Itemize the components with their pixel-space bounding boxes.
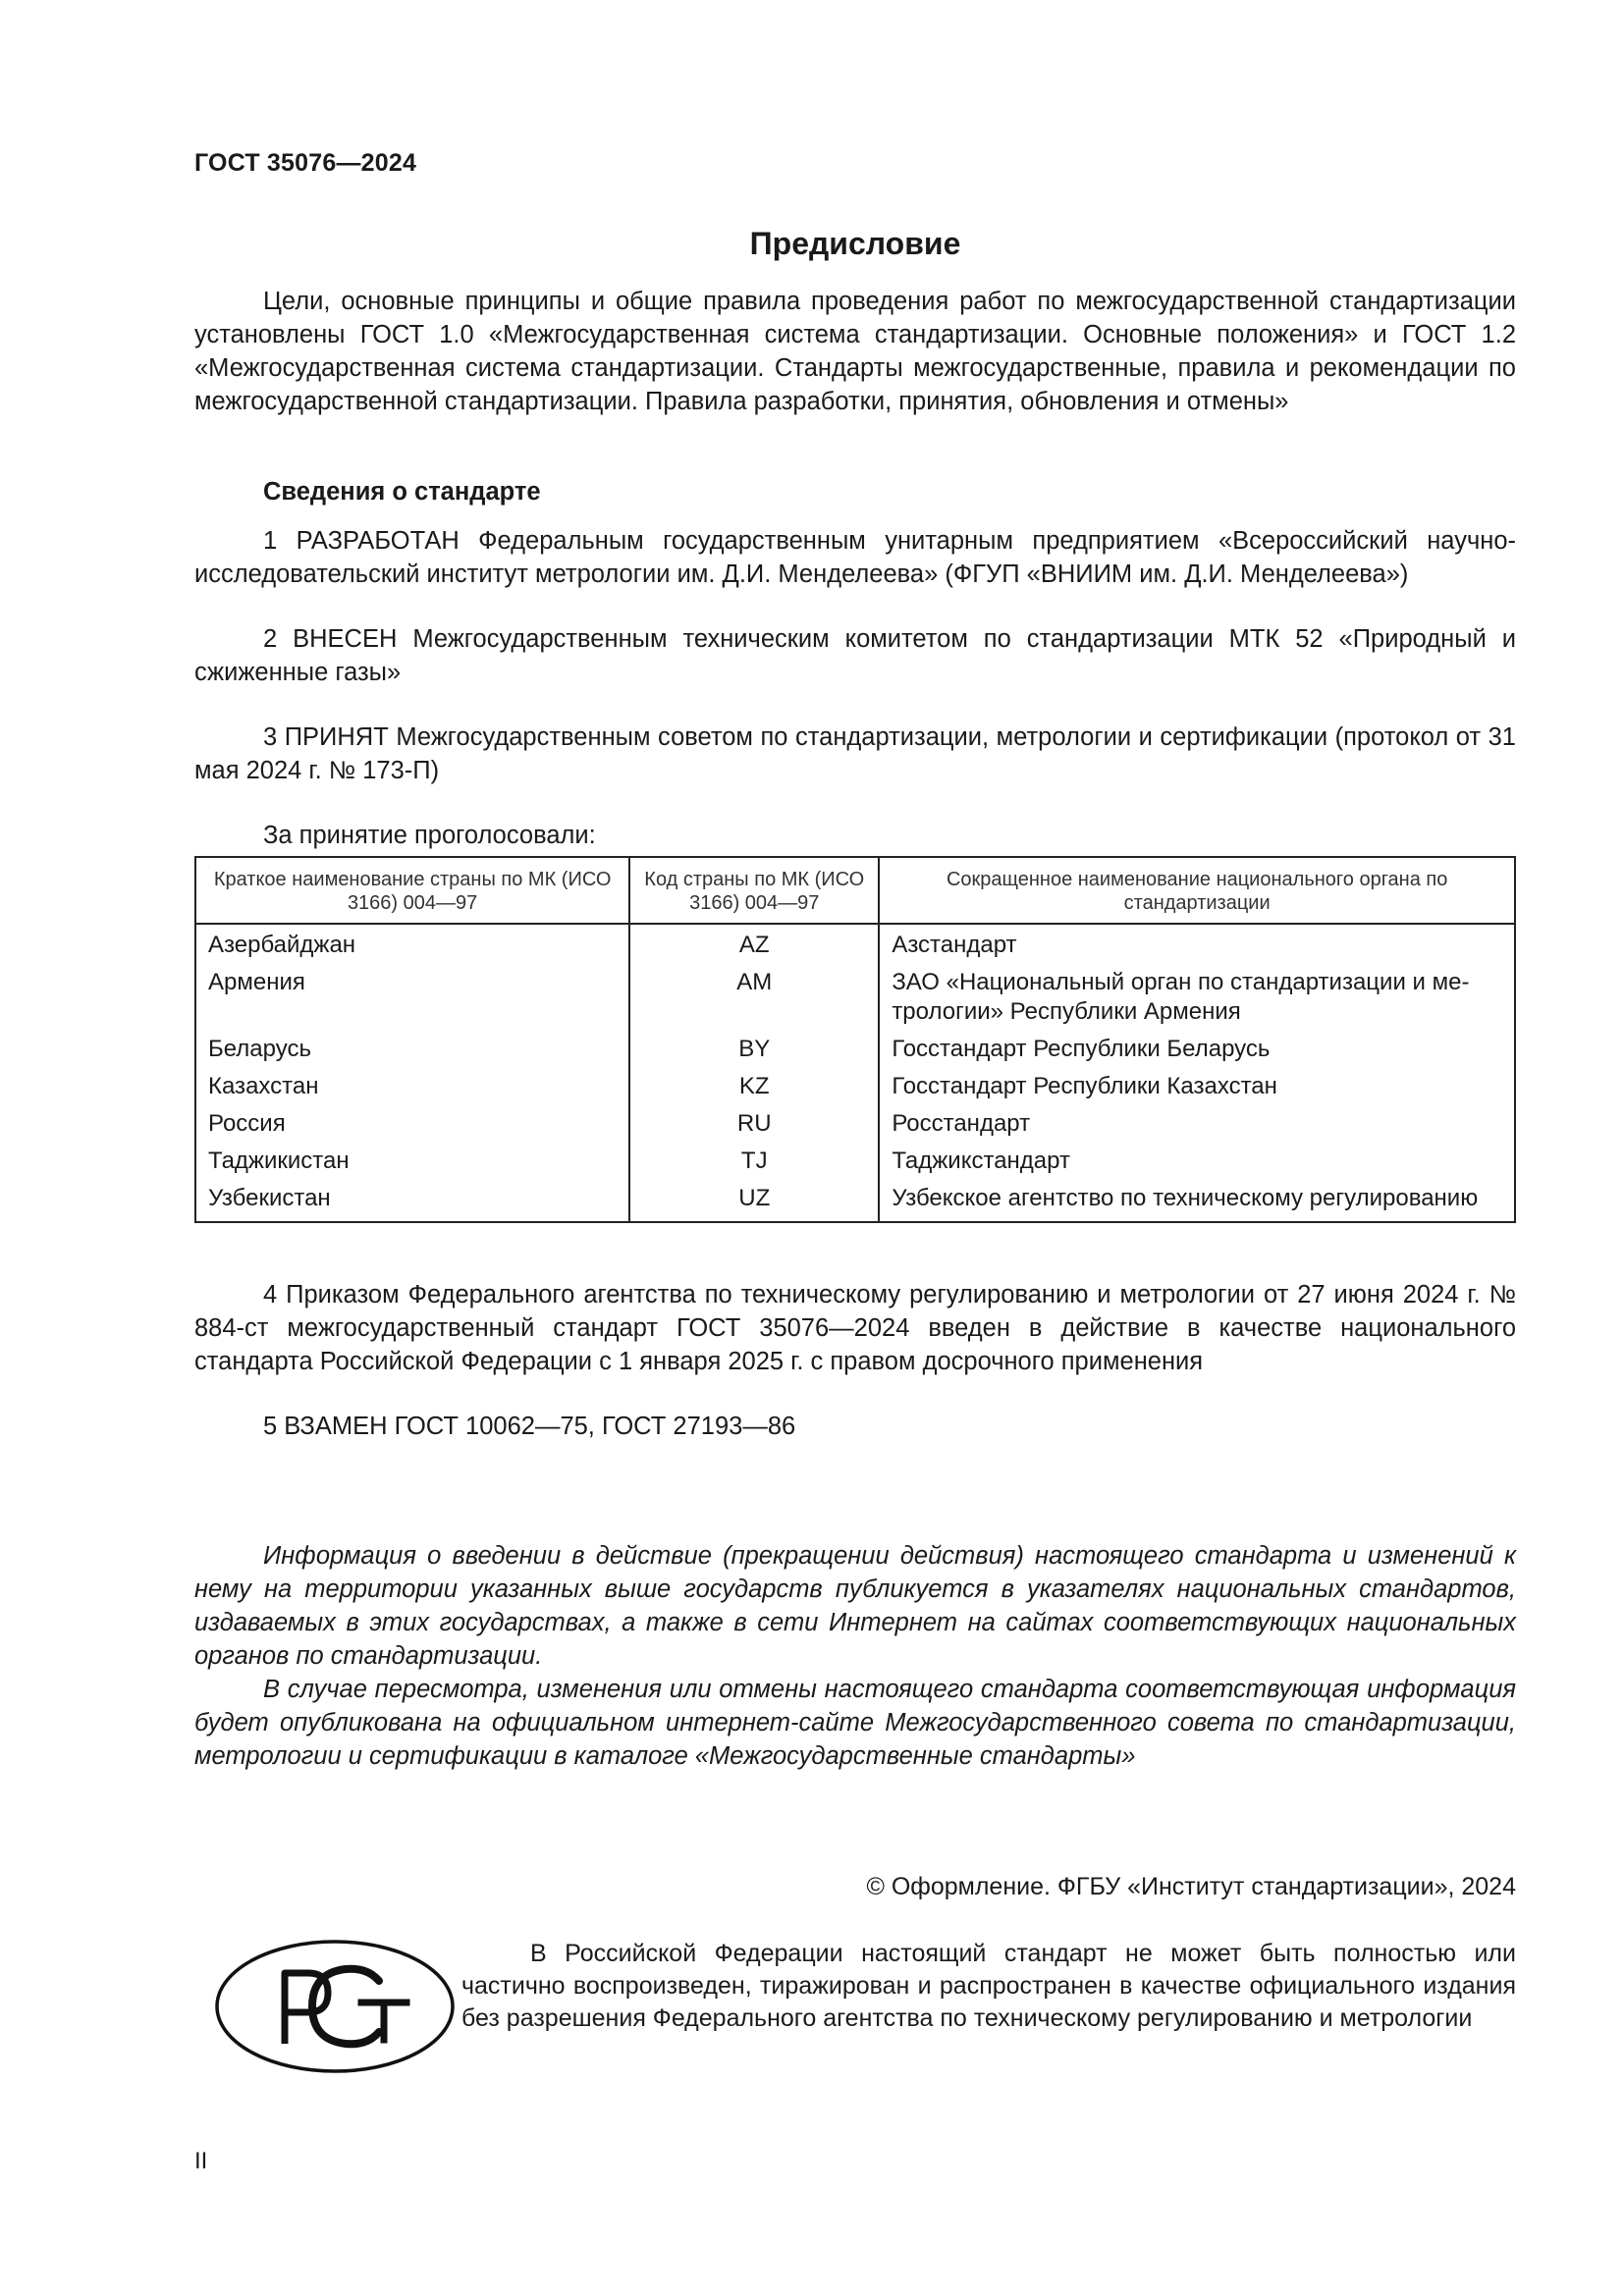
table-row bbox=[195, 1031, 1515, 1068]
item-1 bbox=[194, 524, 1516, 591]
item-3-text: 3 ПРИНЯТ Межгосударственным советом по стандартизации, метрологии и сертификации (протокол от 31 мая 2024 г. № 173-П) bbox=[194, 723, 1516, 784]
header-country: Краткое наименование страны по МК (ИСО 3166) 004—97 bbox=[195, 857, 629, 924]
item-2-text: 2 ВНЕСЕН Межгосударственным техническим комитетом по стандартизации МТК 52 «Природный и сжиженные газы» bbox=[194, 625, 1516, 686]
cell-body: Росстандарт bbox=[879, 1105, 1515, 1143]
table-row bbox=[195, 964, 1515, 1031]
vote-caption bbox=[194, 819, 1516, 852]
page-number: II bbox=[194, 2148, 208, 2174]
info-text-1: Информация о введении в действие (прекращении действия) настоящего стандарта и изменений к нему на территории указанных выше государств публикуется в указателях национальных стандартов, издаваемых в этих государствах, а также в сети Интернет на сайтах соответствующих национальных органов по стандартизации. bbox=[194, 1542, 1516, 1670]
cell-country: Таджикистан bbox=[195, 1143, 629, 1180]
voting-table bbox=[194, 856, 1516, 1223]
info-text-2: В случае пересмотра, изменения или отмены настоящего стандарта соответствующая информация будет опубликована на официальном интернет-сайте Межгосударственного совета по стандартизации, метрологии и сертификации в каталоге «Межгосударственные стандарты» bbox=[194, 1676, 1516, 1770]
info-paragraph-2 bbox=[194, 1673, 1516, 1773]
cell-country: Россия bbox=[195, 1105, 629, 1143]
cell-code: AM bbox=[629, 964, 879, 1031]
cell-code: RU bbox=[629, 1105, 879, 1143]
item-4 bbox=[194, 1278, 1516, 1378]
cell-body: Госстандарт Республики Казахстан bbox=[879, 1068, 1515, 1105]
table-header-row bbox=[195, 857, 1515, 924]
cell-country: Казахстан bbox=[195, 1068, 629, 1105]
copyright-notice-text: В Российской Федерации настоящий стандарт не может быть полностью или частично воспроизведен, тиражирован и распространен в качестве официального издания без разрешения Федерального агентства по техническому регулированию и метрологии bbox=[461, 1940, 1516, 2032]
info-paragraph-1 bbox=[194, 1539, 1516, 1673]
document-page bbox=[194, 0, 1516, 2296]
intro-paragraph bbox=[194, 285, 1516, 418]
cell-body: Таджикстандарт bbox=[879, 1143, 1515, 1180]
table-row bbox=[195, 1180, 1515, 1222]
section-heading-text: Сведения о стандарте bbox=[263, 478, 541, 506]
page-title: Предисловие bbox=[749, 226, 961, 261]
vote-caption-text: За принятие проголосовали: bbox=[263, 822, 596, 849]
cell-country: Узбекистан bbox=[195, 1180, 629, 1222]
table-row bbox=[195, 1105, 1515, 1143]
document-header: ГОСТ 35076—2024 bbox=[194, 149, 417, 177]
cell-country: Армения bbox=[195, 964, 629, 1031]
item-1-text: 1 РАЗРАБОТАН Федеральным государственным унитарным предприятием «Всероссийский научно-исследовательский институт метрологии им. Д.И. Менделеева» (ФГУП «ВНИИМ им. Д.И. Менделеева») bbox=[194, 527, 1516, 588]
cell-code: TJ bbox=[629, 1143, 879, 1180]
header-body: Сокращенное наименование национального органа по стандартизации bbox=[879, 857, 1515, 924]
copyright-line: © Оформление. ФГБУ «Институт стандартизации», 2024 bbox=[866, 1873, 1516, 1900]
table-row bbox=[195, 1068, 1515, 1105]
item-5 bbox=[194, 1410, 1516, 1443]
table-row bbox=[195, 1143, 1515, 1180]
cell-body: ЗАО «Национальный орган по стандартизации и метрологии» Республики Армения bbox=[879, 964, 1515, 1031]
cell-code: AZ bbox=[629, 924, 879, 964]
item-5-text: 5 ВЗАМЕН ГОСТ 10062—75, ГОСТ 27193—86 bbox=[263, 1413, 796, 1440]
cell-code: BY bbox=[629, 1031, 879, 1068]
cell-body: Госстандарт Республики Беларусь bbox=[879, 1031, 1515, 1068]
cell-code: KZ bbox=[629, 1068, 879, 1105]
section-heading bbox=[194, 475, 1516, 508]
cell-country: Азербайджан bbox=[195, 924, 629, 964]
cell-country: Беларусь bbox=[195, 1031, 629, 1068]
cell-code: UZ bbox=[629, 1180, 879, 1222]
copyright-notice bbox=[461, 1938, 1516, 2035]
item-4-text: 4 Приказом Федерального агентства по техническому регулированию и метрологии от 27 июня 2024 г. № 884-ст межгосударственный стандарт ГОСТ 35076—2024 введен в действие в качестве национального стандарта Российской Федерации с 1 января 2025 г. с правом досрочного применения bbox=[194, 1281, 1516, 1375]
cell-body: Узбекское агентство по техническому регулированию bbox=[879, 1180, 1515, 1222]
item-3 bbox=[194, 721, 1516, 787]
item-2 bbox=[194, 622, 1516, 689]
rst-logo-icon bbox=[214, 1938, 456, 2075]
table-row bbox=[195, 924, 1515, 964]
intro-text: Цели, основные принципы и общие правила проведения работ по межгосударственной стандартизации установлены ГОСТ 1.0 «Межгосударственная система стандартизации. Основные положения» и ГОСТ 1.2 «Межгосударственная система стандартизации. Стандарты межгосударственные, правила и рекомендации по межгосударственной стандартизации. Правила разработки, принятия, обновления и отмены» bbox=[194, 288, 1516, 415]
header-code: Код страны по МК (ИСО 3166) 004—97 bbox=[629, 857, 879, 924]
cell-body: Азстандарт bbox=[879, 924, 1515, 964]
